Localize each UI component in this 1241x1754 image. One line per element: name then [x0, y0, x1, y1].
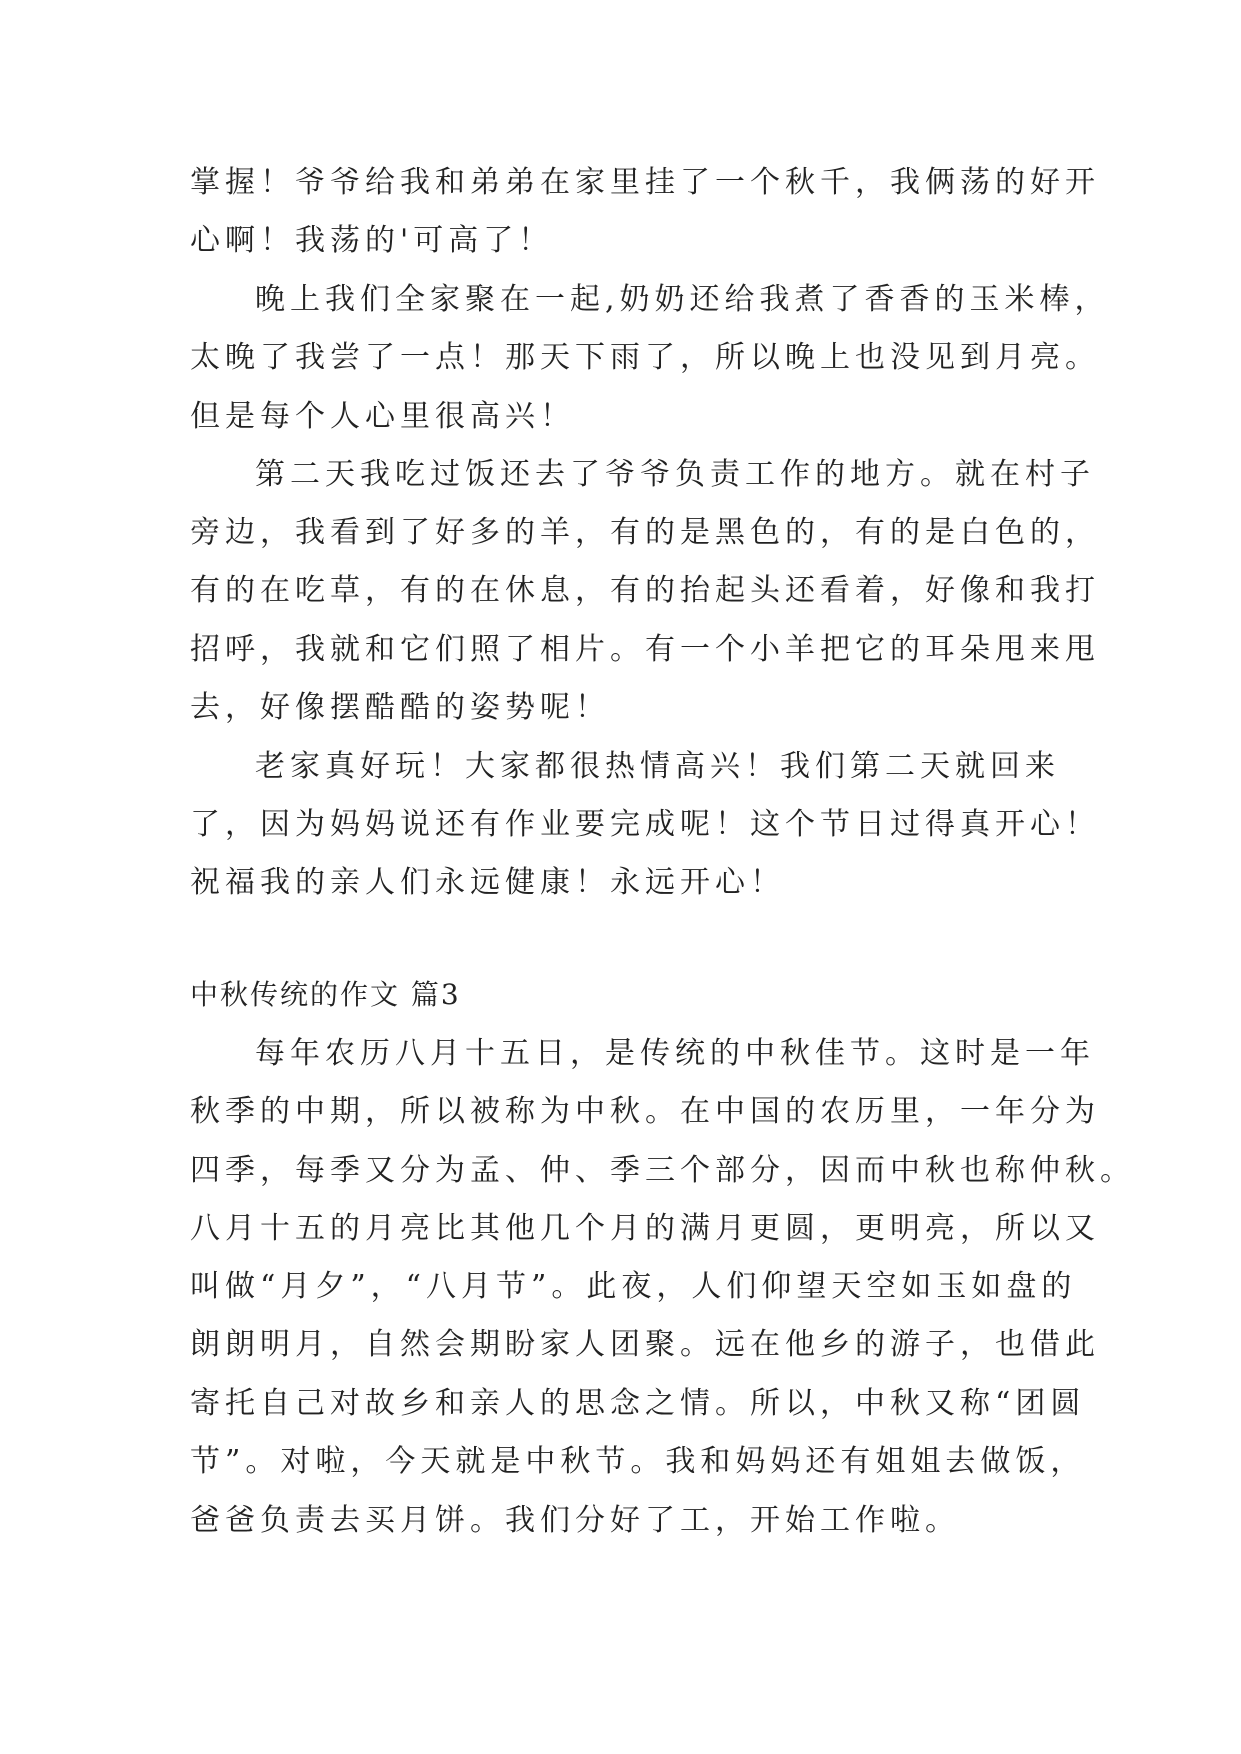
paragraph-line: 了，因为妈妈说还有作业要完成呢！这个节日过得真开心！: [190, 807, 1100, 842]
paragraph-line: 太晚了我尝了一点！那天下雨了，所以晚上也没见到月亮。: [190, 340, 1100, 375]
paragraph-line: 每年农历八月十五日，是传统的中秋佳节。这时是一年: [255, 1036, 1095, 1071]
paragraph-line: 旁边，我看到了好多的羊，有的是黑色的，有的是白色的，: [190, 515, 1100, 550]
paragraph-line: 老家真好玩！大家都很热情高兴！我们第二天就回来: [255, 749, 1060, 784]
paragraph-line: 爸爸负责去买月饼。我们分好了工，开始工作啦。: [190, 1503, 960, 1538]
section-heading: 中秋传统的作文 篇3: [190, 978, 461, 1011]
paragraph-line: 去，好像摆酷酷的姿势呢！: [190, 690, 610, 725]
paragraph-line: 节”。对啦，今天就是中秋节。我和妈妈还有姐姐去做饭，: [190, 1444, 1086, 1479]
paragraph-line: 叫做“月夕”，“八月节”。此夜，人们仰望天空如玉如盘的: [190, 1269, 1077, 1304]
paragraph-line: 掌握！爷爷给我和弟弟在家里挂了一个秋千，我俩荡的好开: [190, 165, 1100, 200]
paragraph-line: 招呼，我就和它们照了相片。有一个小羊把它的耳朵甩来甩: [190, 632, 1100, 667]
paragraph-line: 心啊！我荡的'可高了！: [190, 223, 554, 258]
paragraph-line: 有的在吃草，有的在休息，有的抬起头还看着，好像和我打: [190, 573, 1100, 608]
paragraph-line: 祝福我的亲人们永远健康！永远开心！: [190, 865, 785, 900]
paragraph-line: 晚上我们全家聚在一起,奶奶还给我煮了香香的玉米棒，: [255, 282, 1110, 317]
paragraph-line: 秋季的中期，所以被称为中秋。在中国的农历里，一年分为: [190, 1094, 1100, 1129]
paragraph-line: 四季，每季又分为孟、仲、季三个部分，因而中秋也称仲秋。: [190, 1153, 1135, 1188]
paragraph-line: 朗朗明月，自然会期盼家人团聚。远在他乡的游子，也借此: [190, 1327, 1100, 1362]
paragraph-line: 八月十五的月亮比其他几个月的满月更圆，更明亮，所以又: [190, 1211, 1100, 1246]
paragraph-line: 第二天我吃过饭还去了爷爷负责工作的地方。就在村子: [255, 457, 1095, 492]
paragraph-line: 寄托自己对故乡和亲人的思念之情。所以，中秋又称“团圆: [190, 1386, 1086, 1421]
paragraph-line: 但是每个人心里很高兴！: [190, 399, 575, 434]
